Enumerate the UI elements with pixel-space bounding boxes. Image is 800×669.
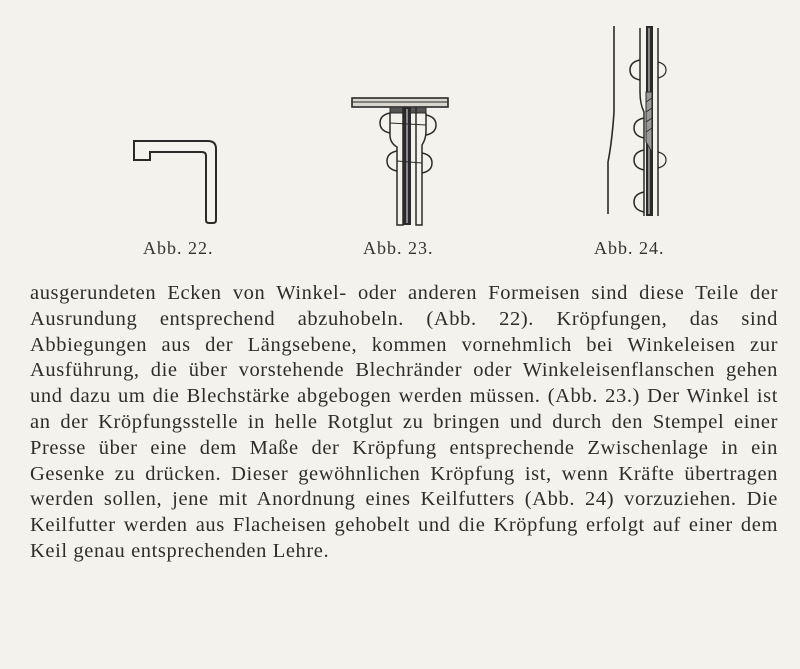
body-paragraph: ausgerundeten Ecken von Winkel- oder anderen Formeisen sind diese Teile der Ausrundung entsprechend abzuhobeln. (Abb. 22). Kröpfungen, das sind Abbiegungen aus der Längsebene, kommen vornehmlich bei Winkeleisen zur Ausführung, die über vorstehende Blechränder oder Winkeleisenflanschen gehen und dazu um die Blechstärke abgebogen werden müssen. (Abb. 23.) Der Winkel ist an der Kröpfungsstelle in helle Rotglut zu bringen und durch den Stempel einer Presse über eine dem Maße der Kröpfung entsprechende Zwischenlage in ein Gesenke zu drücken. Dieser gewöhnlichen Kröpfung ist, wenn Kräfte übertragen werden sollen, jene mit Anordnung eines Keilfutters (Abb. 24) vorzuziehen. Die Keilfutter werden aus Flacheisen gehobelt und die Kröpfung erfolgt auf einer dem Keil genau entsprechenden Lehre. — [30, 282, 778, 562]
figure-22-caption: Abb. 22. — [143, 238, 214, 258]
body-text — [30, 281, 778, 565]
figure-23 — [350, 95, 450, 235]
figure-24-caption: Abb. 24. — [594, 238, 665, 258]
figures-row — [0, 0, 800, 270]
figure-23-caption: Abb. 23. — [363, 238, 434, 258]
figure-22 — [130, 138, 225, 228]
joggled-angle-over-plate-figure — [350, 95, 450, 235]
angle-iron-rounded-corner-figure — [130, 138, 225, 228]
joggled-angle-with-wedge-filler-figure — [600, 22, 675, 222]
figure-24 — [600, 22, 675, 222]
